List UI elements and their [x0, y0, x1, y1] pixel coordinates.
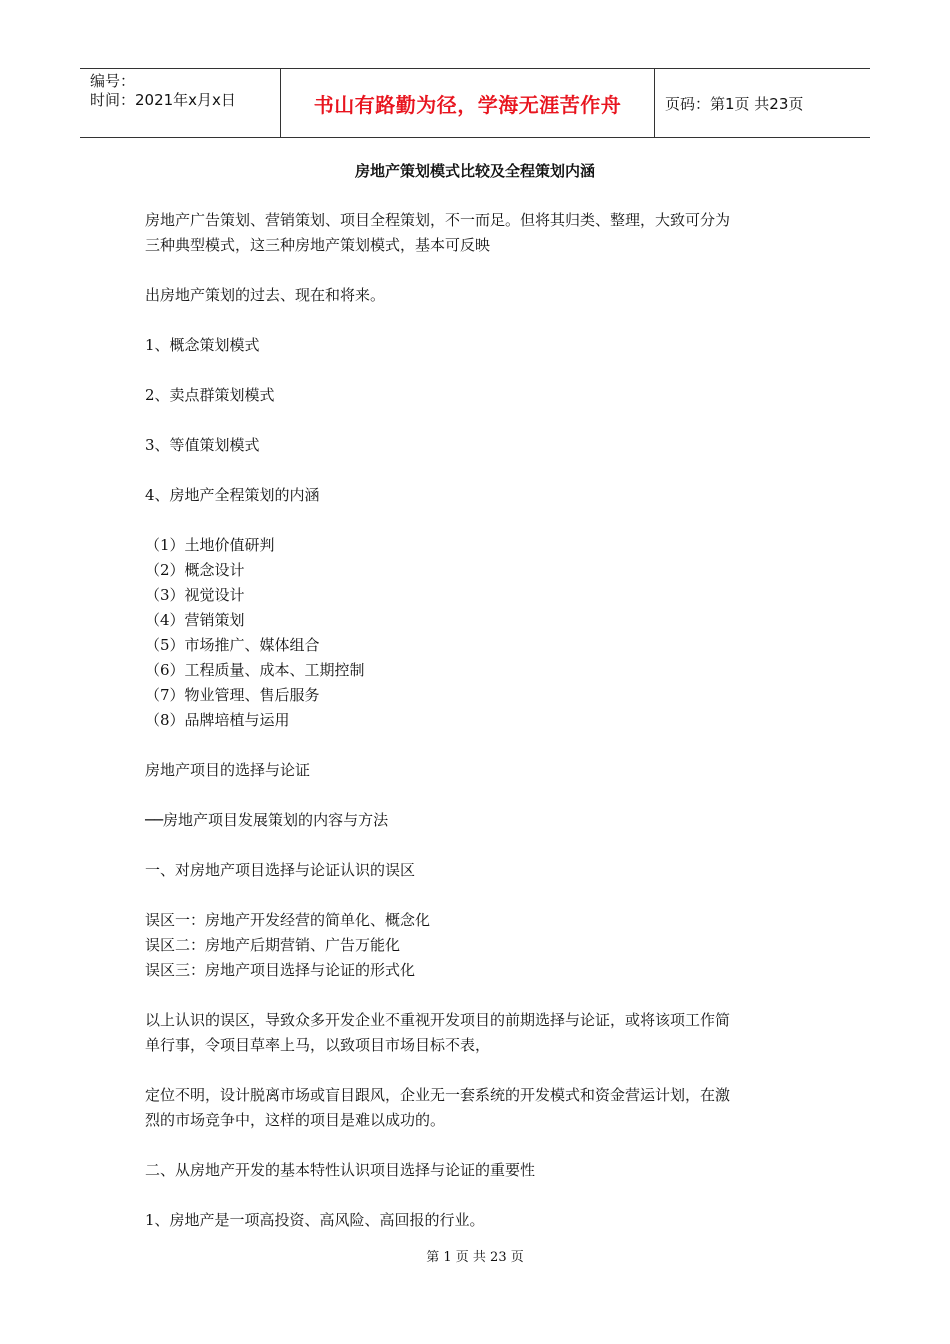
list-item: 误区一：房地产开发经营的简单化、概念化 — [145, 911, 431, 929]
part-heading-2: 二、从房地产开发的基本特性认识项目选择与论证的重要性 — [145, 1161, 536, 1179]
list-item: （7）物业管理、售后服务 — [145, 686, 320, 704]
document-body — [145, 208, 813, 1233]
intro-line-2: 三种典型模式，这三种房地产策划模式，基本可反映 — [145, 236, 491, 254]
paragraph-line: 烈的市场竞争中，这样的项目是难以成功的。 — [145, 1111, 446, 1129]
list-item: （8）品牌培植与运用 — [145, 711, 290, 729]
list-item: （2）概念设计 — [145, 561, 245, 579]
mode-item: 1、概念策划模式 — [145, 336, 260, 354]
number-label: 编号： — [90, 72, 136, 90]
mode-item: 4、房地产全程策划的内涵 — [145, 486, 320, 504]
page-info-text: 页码：第1页 共23页 — [665, 94, 804, 113]
header-meta — [80, 69, 281, 137]
list-item: （6）工程质量、成本、工期控制 — [145, 661, 365, 679]
paragraph-line: 以上认识的误区，导致众多开发企业不重视开发项目的前期选择与论证，或将该项工作简 — [145, 1011, 731, 1029]
list-item: （3）视觉设计 — [145, 586, 245, 604]
point-item: 1、房地产是一项高投资、高风险、高回报的行业。 — [145, 1211, 485, 1229]
part-heading-1: 一、对房地产项目选择与论证认识的误区 — [145, 861, 416, 879]
mode-item: 2、卖点群策划模式 — [145, 386, 275, 404]
paragraph-line: 定位不明，设计脱离市场或盲目跟风，企业无一套系统的开发模式和资金营运计划，在激 — [145, 1086, 731, 1104]
intro-line-1: 房地产广告策划、营销策划、项目全程策划，不一而足。但将其归类、整理，大致可分为 — [145, 211, 731, 229]
section-subheading: ──房地产项目发展策划的内容与方法 — [145, 811, 389, 829]
page-header — [80, 68, 870, 138]
list-item: （1）土地价值研判 — [145, 536, 275, 554]
list-item: （4）营销策划 — [145, 611, 245, 629]
list-item: 误区二：房地产后期营销、广告万能化 — [145, 936, 401, 954]
document-title: 房地产策划模式比较及全程策划内涵 — [354, 162, 595, 180]
list-item: （5）市场推广、媒体组合 — [145, 636, 320, 654]
motto-text: 书山有路勤为径，学海无涯苦作舟 — [313, 92, 622, 117]
intro-line-3: 出房地产策划的过去、现在和将来。 — [145, 286, 386, 304]
header-page-info — [655, 69, 870, 137]
connotation-list — [145, 533, 813, 733]
section-heading: 房地产项目的选择与论证 — [145, 761, 311, 779]
misconception-list — [145, 908, 813, 983]
header-motto-cell — [281, 69, 655, 137]
mode-item: 3、等值策划模式 — [145, 436, 260, 454]
time-label: 时间：2021年x月x日 — [90, 91, 236, 109]
list-item: 误区三：房地产项目选择与论证的形式化 — [145, 961, 416, 979]
paragraph-line: 单行事，令项目草率上马，以致项目市场目标不表， — [145, 1036, 491, 1054]
page-footer: 第 1 页 共 23 页 — [426, 1250, 524, 1265]
